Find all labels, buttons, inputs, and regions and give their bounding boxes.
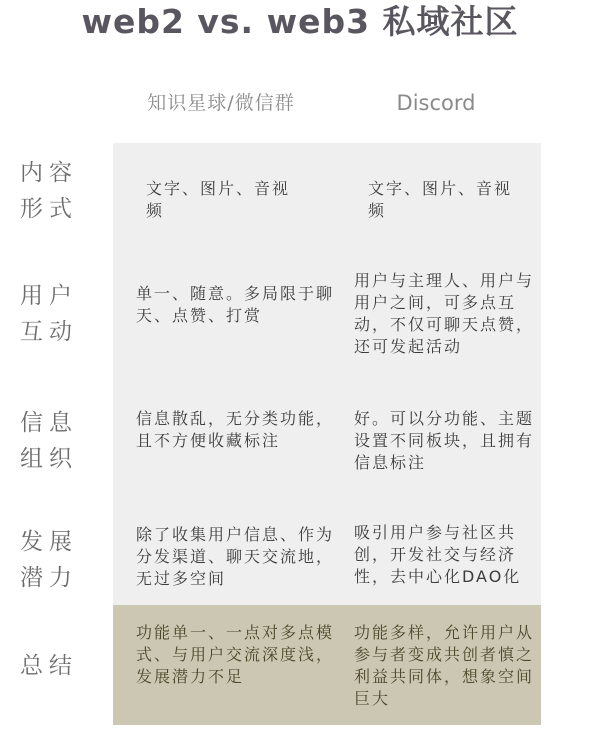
cell-web3-user-interaction: 用户与主理人、用户与用户之间，可多点互动，不仅可聊天点赞，还可发起活动 <box>354 271 535 356</box>
row-label-content-format: 内容 形式 <box>20 160 78 222</box>
cell-web2-user-interaction: 单一、随意。多局限于聊天、点赞、打赏 <box>136 284 335 325</box>
cell-web2-content-format: 文字、图片、音视频 <box>146 179 291 220</box>
cell-web3-growth-potential: 吸引用户参与社区共创，开发社交与经济性，去中心化DAO化 <box>354 523 522 586</box>
row-label-growth-potential: 发展 潜力 <box>20 529 78 591</box>
column-header-web2: 知识星球/微信群 <box>147 92 295 114</box>
column-header-web3: Discord <box>396 91 476 115</box>
cell-web3-summary: 功能多样，允许用户从参与者变成共创者慎之利益共同体，想象空间巨大 <box>354 623 535 708</box>
cell-web3-content-format: 文字、图片、音视频 <box>368 179 513 220</box>
row-label-user-interaction: 用户 互动 <box>20 283 78 345</box>
row-label-summary: 总结 <box>20 653 78 679</box>
cell-web3-info-organization: 好。可以分功能、主题设置不同板块，且拥有信息标注 <box>354 409 535 472</box>
cell-web2-summary: 功能单一、一点对多点模式、与用户交流深度浅，发展潜力不足 <box>136 623 335 686</box>
cell-web2-growth-potential: 除了收集用户信息、作为分发渠道、聊天交流地，无过多空间 <box>136 525 335 588</box>
cell-web2-info-organization: 信息散乱，无分类功能，且不方便收藏标注 <box>136 409 335 450</box>
row-label-info-organization: 信息 组织 <box>20 410 78 472</box>
page-title: web2 vs. web3 私域社区 <box>81 2 519 41</box>
